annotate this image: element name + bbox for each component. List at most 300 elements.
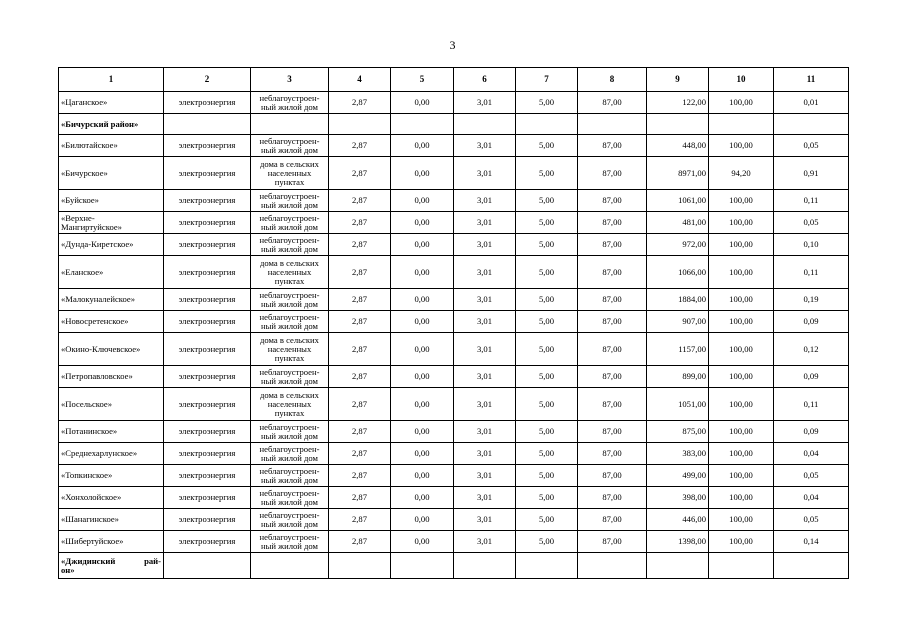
value-col-5: 0,00: [391, 388, 454, 421]
value-col-8: 87,00: [578, 509, 647, 531]
housing-type-line-1: неблагоустроен-: [259, 92, 320, 103]
value-col-9: 1061,00: [647, 190, 709, 212]
column-header-6: 6: [454, 68, 516, 92]
value-col-7: 5,00: [516, 311, 578, 333]
resource-type: электроэнергия: [164, 531, 251, 553]
value-col-5: 0,00: [391, 212, 454, 234]
value-col-10: 100,00: [709, 443, 774, 465]
housing-type-line-1: дома в сельских: [260, 257, 319, 268]
empty-cell: [647, 553, 709, 579]
resource-type: электроэнергия: [164, 487, 251, 509]
table-row: [59, 388, 849, 421]
value-col-11: 0,91: [774, 157, 849, 190]
value-col-6: 3,01: [454, 92, 516, 114]
section-title-line-1: «Бичурский район»: [61, 118, 139, 129]
value-col-8: 87,00: [578, 311, 647, 333]
housing-type-line-2: ный жилой дом: [261, 221, 318, 232]
value-col-7: 5,00: [516, 388, 578, 421]
value-col-5: 0,00: [391, 465, 454, 487]
housing-type-line-1: неблагоустроен-: [259, 487, 320, 498]
value-col-4: 2,87: [329, 92, 391, 114]
value-col-11: 0,11: [774, 190, 849, 212]
column-header-2: 2: [164, 68, 251, 92]
value-col-7: 5,00: [516, 135, 578, 157]
table-row: [59, 366, 849, 388]
settlement-name: [59, 509, 164, 531]
housing-type-line-2: ный жилой дом: [261, 144, 318, 155]
table-row: [59, 190, 849, 212]
value-col-4: 2,87: [329, 311, 391, 333]
housing-type-line-1: неблагоустроен-: [259, 289, 320, 300]
value-col-7: 5,00: [516, 366, 578, 388]
settlement-name: [59, 212, 164, 234]
resource-type: электроэнергия: [164, 443, 251, 465]
empty-cell: [774, 553, 849, 579]
settlement-name: [59, 487, 164, 509]
settlement-name: [59, 531, 164, 553]
value-col-11: 0,01: [774, 92, 849, 114]
settlement-name-line-2: Мангиртуйское»: [61, 221, 122, 232]
resource-type: электроэнергия: [164, 256, 251, 289]
value-col-4: 2,87: [329, 190, 391, 212]
column-header-10: 10: [709, 68, 774, 92]
table-row: [59, 443, 849, 465]
section-title-line-1: «Джидинский рай-: [61, 555, 161, 566]
value-col-5: 0,00: [391, 333, 454, 366]
housing-type: [251, 487, 329, 509]
value-col-7: 5,00: [516, 92, 578, 114]
value-col-4: 2,87: [329, 289, 391, 311]
value-col-4: 2,87: [329, 487, 391, 509]
settlement-name: [59, 256, 164, 289]
value-col-6: 3,01: [454, 256, 516, 289]
value-col-8: 87,00: [578, 234, 647, 256]
housing-type-line-2: населенных: [267, 167, 312, 178]
settlement-name: [59, 443, 164, 465]
settlement-name-line-1: «Хонхолойское»: [61, 492, 122, 502]
value-col-8: 87,00: [578, 289, 647, 311]
value-col-9: 499,00: [647, 465, 709, 487]
table-row: [59, 289, 849, 311]
value-col-7: 5,00: [516, 157, 578, 190]
housing-type: [251, 135, 329, 157]
settlement-name-line-1: «Цаганское»: [61, 97, 108, 107]
value-col-4: 2,87: [329, 465, 391, 487]
housing-type-line-2: ный жилой дом: [261, 101, 318, 112]
housing-type: [251, 421, 329, 443]
resource-type: электроэнергия: [164, 234, 251, 256]
value-col-6: 3,01: [454, 509, 516, 531]
resource-type: электроэнергия: [164, 190, 251, 212]
value-col-4: 2,87: [329, 234, 391, 256]
housing-type-line-2: ный жилой дом: [261, 540, 318, 551]
value-col-4: 2,87: [329, 135, 391, 157]
value-col-9: 1066,00: [647, 256, 709, 289]
housing-type-line-1: неблагоустроен-: [259, 443, 320, 454]
housing-type-line-2: ный жилой дом: [261, 199, 318, 210]
value-col-6: 3,01: [454, 487, 516, 509]
settlement-name: [59, 311, 164, 333]
housing-type-line-1: неблагоустроен-: [259, 212, 320, 223]
value-col-10: 100,00: [709, 531, 774, 553]
table-row: [59, 157, 849, 190]
table-row: [59, 421, 849, 443]
value-col-11: 0,11: [774, 388, 849, 421]
table-row: [59, 465, 849, 487]
value-col-8: 87,00: [578, 212, 647, 234]
value-col-10: 100,00: [709, 289, 774, 311]
value-col-9: 8971,00: [647, 157, 709, 190]
housing-type-line-1: неблагоустроен-: [259, 531, 320, 542]
housing-type-line-1: неблагоустроен-: [259, 421, 320, 432]
housing-type-line-3: пунктах: [274, 407, 305, 418]
empty-cell: [164, 114, 251, 135]
empty-cell: [454, 553, 516, 579]
resource-type: электроэнергия: [164, 421, 251, 443]
value-col-10: 100,00: [709, 311, 774, 333]
value-col-4: 2,87: [329, 531, 391, 553]
empty-cell: [516, 114, 578, 135]
table-row: [59, 311, 849, 333]
empty-cell: [709, 114, 774, 135]
value-col-4: 2,87: [329, 212, 391, 234]
tariff-table: [58, 67, 849, 579]
settlement-name-line-1: «Бичурское»: [61, 167, 108, 178]
value-col-10: 100,00: [709, 421, 774, 443]
value-col-5: 0,00: [391, 157, 454, 190]
value-col-11: 0,09: [774, 421, 849, 443]
value-col-7: 5,00: [516, 531, 578, 553]
value-col-5: 0,00: [391, 311, 454, 333]
housing-type-line-3: пунктах: [274, 352, 305, 363]
value-col-5: 0,00: [391, 421, 454, 443]
housing-type: [251, 311, 329, 333]
table-row: [59, 509, 849, 531]
value-col-10: 100,00: [709, 465, 774, 487]
value-col-9: 1051,00: [647, 388, 709, 421]
value-col-9: 875,00: [647, 421, 709, 443]
settlement-name: [59, 366, 164, 388]
column-header-11: 11: [774, 68, 849, 92]
value-col-10: 100,00: [709, 190, 774, 212]
settlement-name-line-1: «Малокуналейское»: [61, 294, 136, 304]
housing-type-line-2: ный жилой дом: [261, 375, 318, 386]
value-col-8: 87,00: [578, 190, 647, 212]
value-col-7: 5,00: [516, 333, 578, 366]
value-col-11: 0,10: [774, 234, 849, 256]
value-col-4: 2,87: [329, 333, 391, 366]
value-col-5: 0,00: [391, 289, 454, 311]
value-col-7: 5,00: [516, 289, 578, 311]
value-col-8: 87,00: [578, 135, 647, 157]
value-col-5: 0,00: [391, 487, 454, 509]
table-row: [59, 333, 849, 366]
empty-cell: [647, 114, 709, 135]
resource-type: электроэнергия: [164, 212, 251, 234]
resource-type: электроэнергия: [164, 333, 251, 366]
settlement-name: [59, 234, 164, 256]
value-col-10: 100,00: [709, 487, 774, 509]
empty-cell: [454, 114, 516, 135]
settlement-name-line-1: «Новосретенское»: [61, 316, 129, 326]
settlement-name: [59, 190, 164, 212]
value-col-8: 87,00: [578, 92, 647, 114]
value-col-5: 0,00: [391, 443, 454, 465]
housing-type-line-2: ный жилой дом: [261, 452, 318, 463]
value-col-11: 0,05: [774, 509, 849, 531]
empty-cell: [709, 553, 774, 579]
section-title: [59, 114, 164, 135]
settlement-name: [59, 421, 164, 443]
housing-type: [251, 509, 329, 531]
empty-cell: [391, 114, 454, 135]
value-col-10: 100,00: [709, 135, 774, 157]
settlement-name: [59, 388, 164, 421]
resource-type: электроэнергия: [164, 157, 251, 190]
value-col-6: 3,01: [454, 135, 516, 157]
value-col-10: 100,00: [709, 366, 774, 388]
housing-type-line-3: пунктах: [274, 176, 305, 187]
settlement-name-line-1: «Верхне-: [61, 212, 95, 223]
housing-type: [251, 234, 329, 256]
value-col-4: 2,87: [329, 256, 391, 289]
value-col-5: 0,00: [391, 256, 454, 289]
value-col-4: 2,87: [329, 366, 391, 388]
value-col-6: 3,01: [454, 289, 516, 311]
page-number: 3: [449, 38, 456, 52]
housing-type: [251, 289, 329, 311]
housing-type: [251, 190, 329, 212]
value-col-11: 0,04: [774, 487, 849, 509]
value-col-6: 3,01: [454, 333, 516, 366]
value-col-8: 87,00: [578, 531, 647, 553]
value-col-4: 2,87: [329, 509, 391, 531]
table-body: [59, 92, 849, 579]
housing-type-line-1: неблагоустроен-: [259, 190, 320, 201]
value-col-9: 398,00: [647, 487, 709, 509]
settlement-name: [59, 92, 164, 114]
value-col-8: 87,00: [578, 465, 647, 487]
value-col-4: 2,87: [329, 421, 391, 443]
value-col-5: 0,00: [391, 366, 454, 388]
value-col-6: 3,01: [454, 531, 516, 553]
resource-type: электроэнергия: [164, 311, 251, 333]
value-col-8: 87,00: [578, 366, 647, 388]
resource-type: электроэнергия: [164, 465, 251, 487]
settlement-name-line-1: «Еланское»: [61, 266, 104, 277]
housing-type-line-1: неблагоустроен-: [259, 311, 320, 322]
value-col-11: 0,14: [774, 531, 849, 553]
value-col-11: 0,19: [774, 289, 849, 311]
value-col-7: 5,00: [516, 190, 578, 212]
housing-type-line-2: ный жилой дом: [261, 243, 318, 254]
value-col-5: 0,00: [391, 190, 454, 212]
housing-type-line-2: ный жилой дом: [261, 320, 318, 331]
housing-type: [251, 366, 329, 388]
value-col-10: 94,20: [709, 157, 774, 190]
value-col-9: 448,00: [647, 135, 709, 157]
resource-type: электроэнергия: [164, 135, 251, 157]
value-col-9: 1398,00: [647, 531, 709, 553]
value-col-10: 100,00: [709, 212, 774, 234]
value-col-9: 972,00: [647, 234, 709, 256]
section-row: [59, 114, 849, 135]
housing-type: [251, 157, 329, 190]
housing-type-line-2: населенных: [267, 343, 312, 354]
value-col-11: 0,04: [774, 443, 849, 465]
value-col-6: 3,01: [454, 366, 516, 388]
value-col-5: 0,00: [391, 509, 454, 531]
value-col-11: 0,12: [774, 333, 849, 366]
housing-type-line-1: неблагоустроен-: [259, 465, 320, 476]
column-header-8: 8: [578, 68, 647, 92]
value-col-7: 5,00: [516, 443, 578, 465]
housing-type: [251, 531, 329, 553]
column-header-9: 9: [647, 68, 709, 92]
housing-type-line-2: ный жилой дом: [261, 298, 318, 309]
housing-type: [251, 212, 329, 234]
value-col-10: 100,00: [709, 509, 774, 531]
table-row: [59, 135, 849, 157]
value-col-11: 0,05: [774, 135, 849, 157]
settlement-name: [59, 289, 164, 311]
housing-type-line-1: дома в сельских: [260, 334, 319, 345]
housing-type-line-1: дома в сельских: [260, 389, 319, 400]
housing-type-line-1: неблагоустроен-: [259, 366, 320, 377]
value-col-8: 87,00: [578, 256, 647, 289]
value-col-7: 5,00: [516, 487, 578, 509]
column-header-3: 3: [251, 68, 329, 92]
value-col-8: 87,00: [578, 421, 647, 443]
settlement-name-line-1: «Окино-Ключевское»: [61, 343, 141, 354]
empty-cell: [774, 114, 849, 135]
housing-type: [251, 443, 329, 465]
value-col-11: 0,09: [774, 311, 849, 333]
empty-cell: [578, 553, 647, 579]
housing-type-line-1: неблагоустроен-: [259, 509, 320, 520]
settlement-name-line-1: «Топкинское»: [61, 470, 113, 480]
empty-cell: [329, 114, 391, 135]
empty-cell: [164, 553, 251, 579]
value-col-11: 0,05: [774, 212, 849, 234]
value-col-4: 2,87: [329, 157, 391, 190]
value-col-6: 3,01: [454, 212, 516, 234]
column-header-4: 4: [329, 68, 391, 92]
value-col-8: 87,00: [578, 157, 647, 190]
housing-type: [251, 333, 329, 366]
value-col-10: 100,00: [709, 256, 774, 289]
settlement-name-line-1: «Среднехарлунское»: [61, 448, 138, 458]
housing-type-line-2: ный жилой дом: [261, 430, 318, 441]
value-col-7: 5,00: [516, 256, 578, 289]
value-col-9: 907,00: [647, 311, 709, 333]
housing-type-line-1: неблагоустроен-: [259, 234, 320, 245]
value-col-8: 87,00: [578, 388, 647, 421]
value-col-8: 87,00: [578, 443, 647, 465]
value-col-7: 5,00: [516, 465, 578, 487]
value-col-10: 100,00: [709, 333, 774, 366]
housing-type-line-2: населенных: [267, 398, 312, 409]
empty-cell: [251, 553, 329, 579]
value-col-9: 1884,00: [647, 289, 709, 311]
settlement-name-line-1: «Петропавловское»: [61, 371, 133, 381]
value-col-11: 0,09: [774, 366, 849, 388]
value-col-6: 3,01: [454, 421, 516, 443]
value-col-9: 122,00: [647, 92, 709, 114]
value-col-5: 0,00: [391, 135, 454, 157]
value-col-10: 100,00: [709, 234, 774, 256]
value-col-6: 3,01: [454, 443, 516, 465]
table-row: [59, 531, 849, 553]
value-col-7: 5,00: [516, 421, 578, 443]
value-col-6: 3,01: [454, 311, 516, 333]
empty-cell: [251, 114, 329, 135]
housing-type-line-1: неблагоустроен-: [259, 135, 320, 146]
value-col-7: 5,00: [516, 234, 578, 256]
table-row: [59, 487, 849, 509]
value-col-9: 446,00: [647, 509, 709, 531]
settlement-name: [59, 465, 164, 487]
empty-cell: [516, 553, 578, 579]
value-col-6: 3,01: [454, 157, 516, 190]
value-col-4: 2,87: [329, 443, 391, 465]
section-title: [59, 553, 164, 579]
value-col-11: 0,05: [774, 465, 849, 487]
column-header-5: 5: [391, 68, 454, 92]
value-col-7: 5,00: [516, 212, 578, 234]
table-row: [59, 212, 849, 234]
settlement-name-line-1: «Дунда-Киретское»: [61, 239, 134, 249]
value-col-5: 0,00: [391, 92, 454, 114]
value-col-9: 383,00: [647, 443, 709, 465]
value-col-10: 100,00: [709, 92, 774, 114]
value-col-6: 3,01: [454, 190, 516, 212]
value-col-6: 3,01: [454, 234, 516, 256]
value-col-10: 100,00: [709, 388, 774, 421]
value-col-11: 0,11: [774, 256, 849, 289]
resource-type: электроэнергия: [164, 509, 251, 531]
housing-type: [251, 388, 329, 421]
settlement-name-line-1: «Шибертуйское»: [61, 536, 124, 546]
housing-type-line-3: пунктах: [274, 275, 305, 286]
value-col-5: 0,00: [391, 531, 454, 553]
value-col-6: 3,01: [454, 465, 516, 487]
empty-cell: [391, 553, 454, 579]
column-number-row: [59, 68, 849, 92]
value-col-9: 899,00: [647, 366, 709, 388]
housing-type-line-2: ный жилой дом: [261, 496, 318, 507]
housing-type-line-2: ный жилой дом: [261, 518, 318, 529]
settlement-name: [59, 157, 164, 190]
resource-type: электроэнергия: [164, 388, 251, 421]
settlement-name: [59, 135, 164, 157]
housing-type: [251, 92, 329, 114]
value-col-9: 481,00: [647, 212, 709, 234]
value-col-6: 3,01: [454, 388, 516, 421]
resource-type: электроэнергия: [164, 366, 251, 388]
table-row: [59, 256, 849, 289]
empty-cell: [329, 553, 391, 579]
settlement-name-line-1: «Шанагинское»: [61, 514, 119, 524]
value-col-8: 87,00: [578, 333, 647, 366]
value-col-4: 2,87: [329, 388, 391, 421]
resource-type: электроэнергия: [164, 289, 251, 311]
settlement-name-line-1: «Билютайское»: [61, 140, 118, 150]
housing-type-line-2: населенных: [267, 266, 312, 277]
section-row: [59, 553, 849, 579]
column-header-1: 1: [59, 68, 164, 92]
value-col-8: 87,00: [578, 487, 647, 509]
